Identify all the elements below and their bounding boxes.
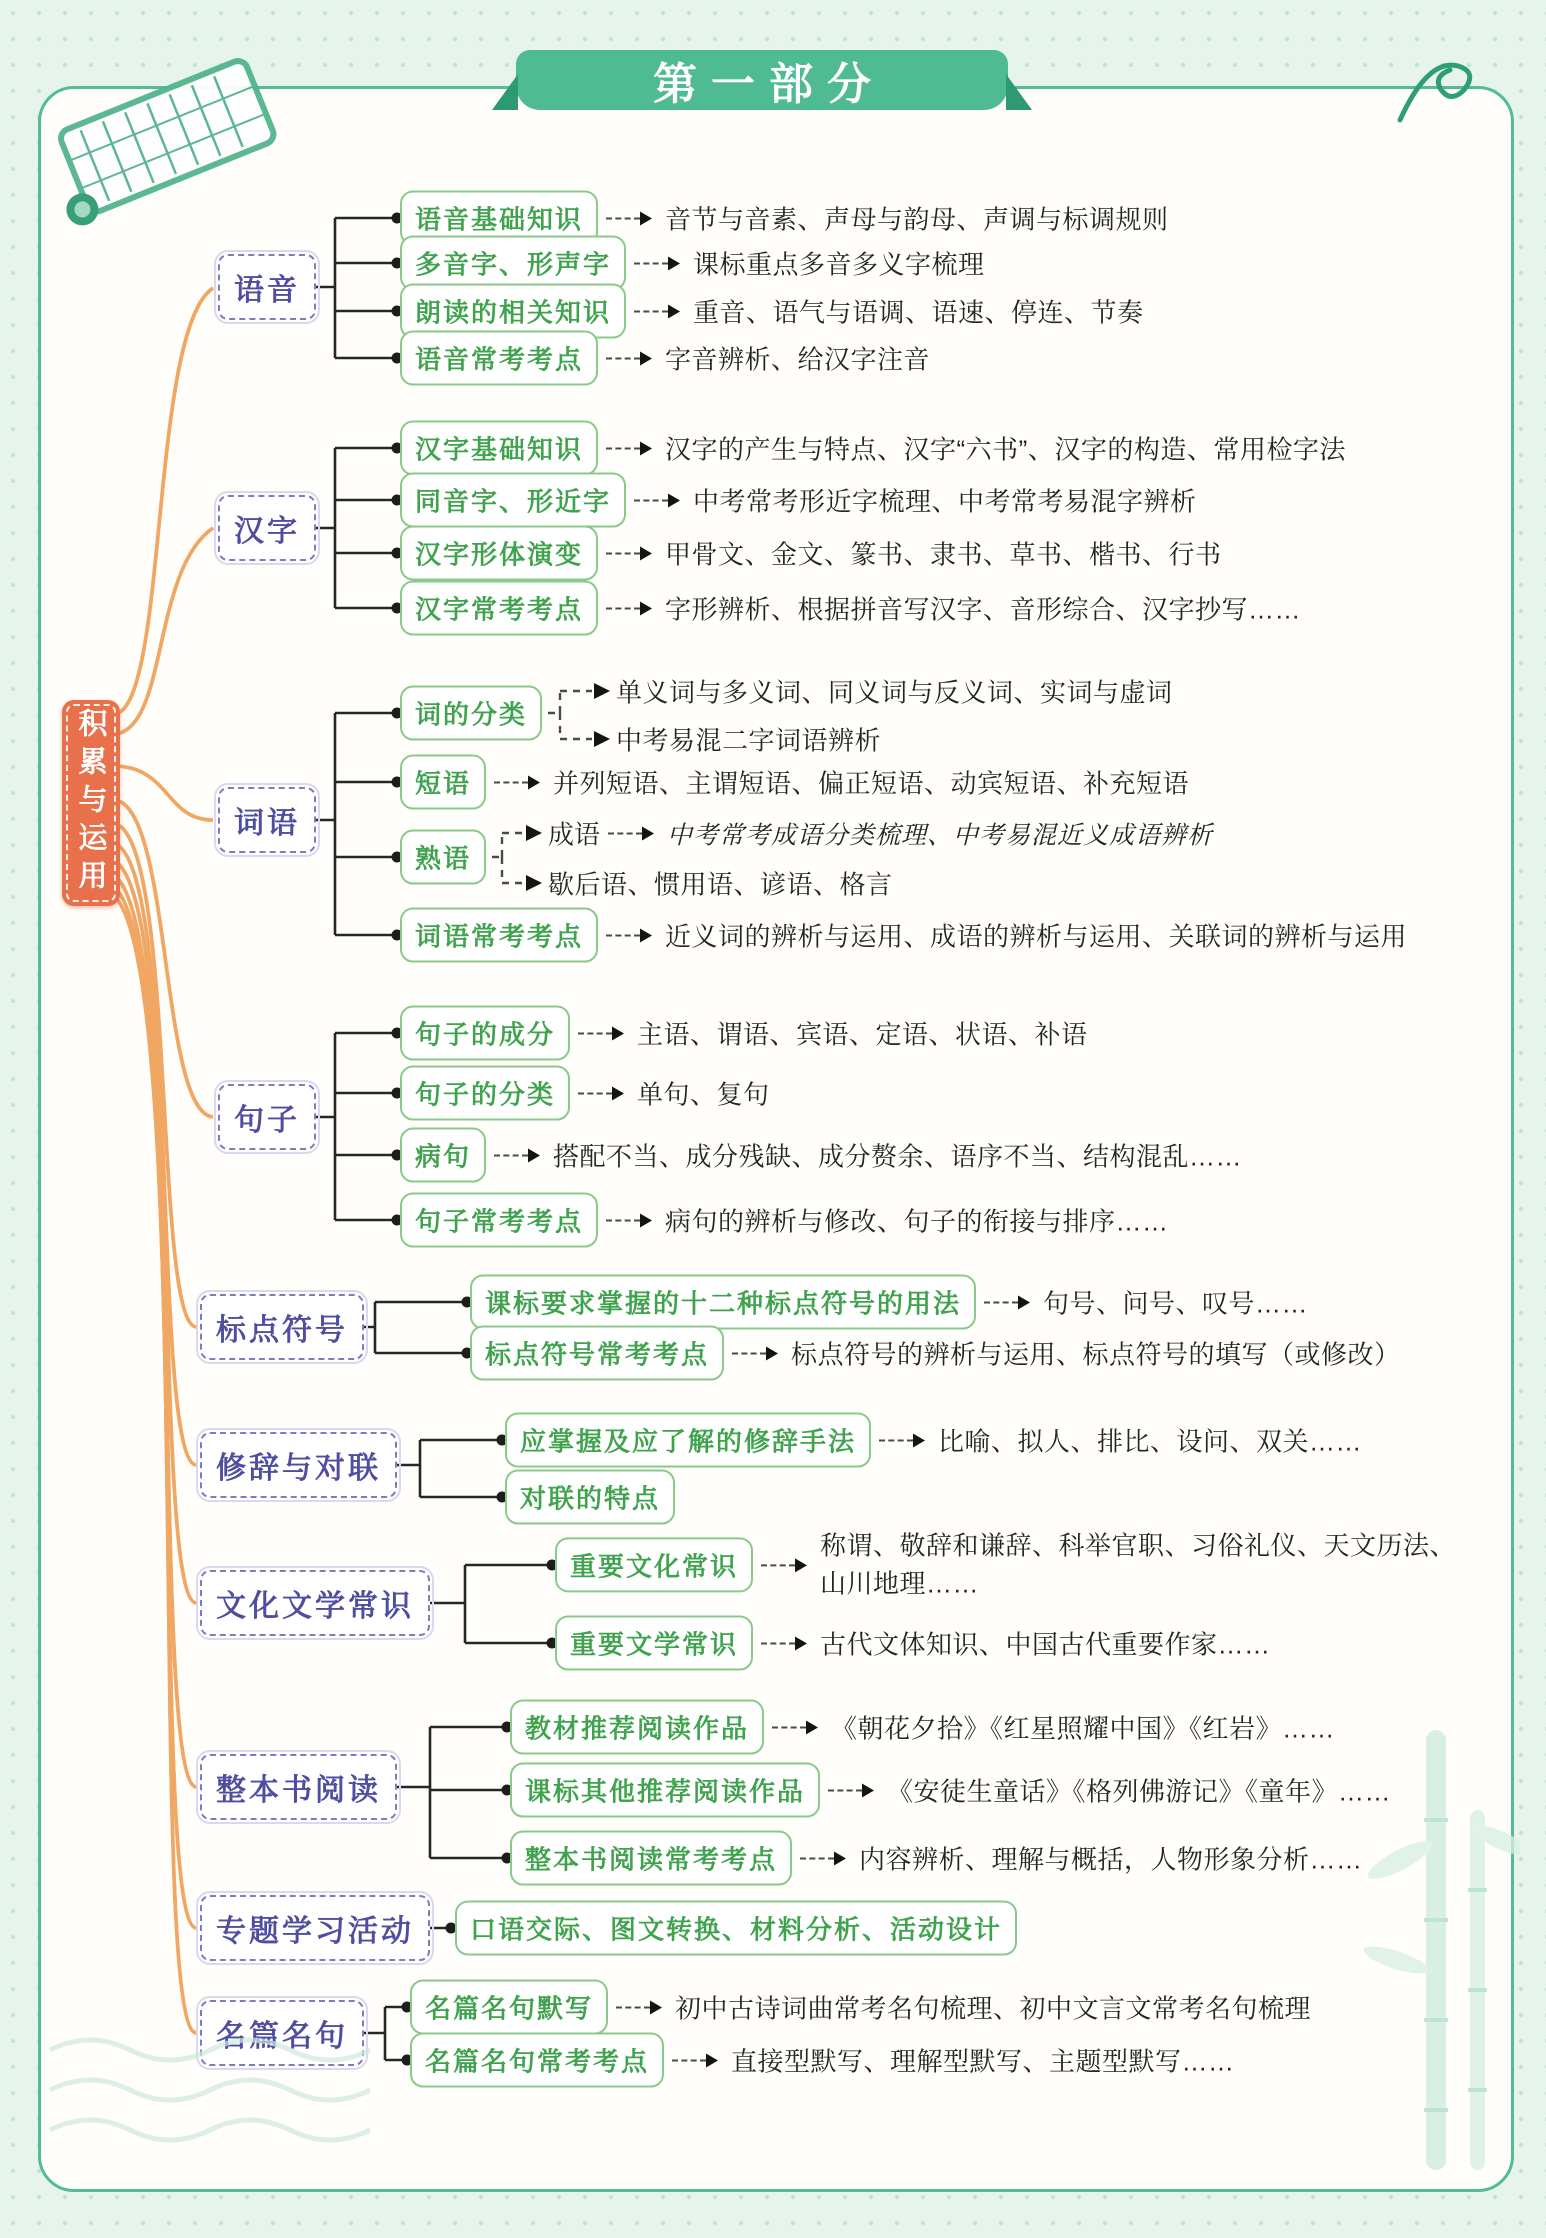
part-title: 第一部分 — [653, 60, 885, 109]
topic-node: 重要文化常识 — [555, 1538, 753, 1593]
root-node — [62, 700, 120, 906]
leaf-text: 句号、问号、叹号…… — [1043, 1288, 1309, 1319]
dashed-connector — [984, 1301, 1018, 1303]
mindmap-row — [400, 1066, 770, 1121]
leaf-text: 并列短语、主谓短语、偏正短语、动宾短语、补充短语 — [553, 768, 1190, 799]
arrowhead-icon — [640, 601, 659, 615]
mindmap-row — [505, 1413, 1362, 1468]
dashed-connector — [606, 447, 640, 449]
dashed-connector — [879, 1439, 913, 1441]
leaf-text: 字音辨析、给汉字注音 — [665, 344, 931, 375]
leaf-text: 重音、语气与语调、语速、停连、节奏 — [693, 297, 1144, 328]
branch-node-wenhua: 文化文学常识 — [200, 1570, 430, 1636]
dashed-connector — [634, 262, 668, 264]
topic-node: 同音字、形近字 — [400, 473, 626, 528]
mindmap-row — [400, 755, 1189, 810]
wave-illustration — [40, 1990, 400, 2160]
mindmap-row — [555, 1616, 1271, 1671]
topic-node: 熟语 — [400, 830, 486, 885]
mindmap-row — [400, 473, 1197, 528]
arrowhead-icon — [766, 1346, 785, 1360]
leaf-text: 中考易混二字词语辨析 — [616, 725, 882, 756]
topic-node: 词的分类 — [400, 686, 542, 741]
topic-node: 短语 — [400, 755, 486, 810]
arrowhead-icon — [642, 826, 661, 840]
mindmap-row — [455, 1901, 1017, 1956]
topic-node: 标点符号常考考点 — [470, 1326, 724, 1381]
dashed-connector — [672, 2059, 706, 2061]
branch-node-ciyu: 词语 — [218, 787, 316, 853]
leaf-text: 歇后语、惯用语、谚语、格言 — [548, 869, 893, 900]
dashed-connector — [761, 1642, 795, 1644]
branch-node-hanzi: 汉字 — [218, 495, 316, 561]
arrowhead-icon — [706, 2053, 725, 2067]
arrowhead-icon — [1018, 1295, 1037, 1309]
topic-node: 名篇名句默写 — [410, 1980, 608, 2035]
leaf-text: 单义词与多义词、同义词与反义词、实词与虚词 — [616, 677, 1173, 708]
dashed-connector — [606, 552, 640, 554]
dashed-connector — [634, 310, 668, 312]
arrowhead-icon — [795, 1558, 814, 1572]
arrowhead-icon — [612, 1026, 631, 1040]
mindmap-row — [510, 1763, 1391, 1818]
topic-node: 语音基础知识 — [400, 191, 598, 246]
arrowhead-icon — [834, 1851, 853, 1865]
leaf-text: 主语、谓语、宾语、定语、状语、补语 — [637, 1019, 1088, 1050]
leaf-text: 《安徒生童话》《格列佛游记》《童年》…… — [887, 1776, 1392, 1807]
topic-node: 应掌握及应了解的修辞手法 — [505, 1413, 871, 1468]
leaf-text: 《朝花夕拾》《红星照耀中国》《红岩》…… — [831, 1713, 1336, 1744]
dashed-connector — [828, 1789, 862, 1791]
dashed-connector — [578, 1032, 612, 1034]
topic-node: 汉字常考考点 — [400, 581, 598, 636]
arrowhead-icon — [668, 493, 687, 507]
leaf-text: 汉字的产生与特点、汉字“六书”、汉字的构造、常用检字法 — [665, 434, 1346, 465]
leaf-text: 比喻、拟人、排比、设问、双关…… — [938, 1426, 1363, 1457]
arrowhead-icon — [640, 351, 659, 365]
dashed-connector — [761, 1564, 795, 1566]
arrowhead-icon — [528, 1148, 547, 1162]
arrowhead-icon — [913, 1433, 932, 1447]
topic-node: 教材推荐阅读作品 — [510, 1700, 764, 1755]
dashed-connector — [494, 1154, 528, 1156]
mindmap-row — [400, 1193, 1169, 1248]
bamboo-illustration — [1330, 1720, 1520, 2180]
leaf-curl-icon — [1380, 40, 1490, 130]
leaf-text: 甲骨文、金文、篆书、隶书、草书、楷书、行书 — [665, 539, 1222, 570]
branch-node-biaodian: 标点符号 — [200, 1294, 364, 1360]
dashed-connector — [606, 217, 640, 219]
root-branch-curves — [116, 288, 213, 2033]
dashed-connector — [800, 1857, 834, 1859]
branch-node-juzi: 句子 — [218, 1084, 316, 1150]
dashed-connector — [608, 832, 642, 834]
branch-node-yuyin: 语音 — [218, 254, 316, 320]
dashed-connector — [494, 781, 528, 783]
mindmap-row — [410, 2033, 1235, 2088]
mindmap-row — [400, 1006, 1088, 1061]
leaf-text: 古代文体知识、中国古代重要作家…… — [820, 1629, 1271, 1660]
topic-node: 名篇名句常考考点 — [410, 2033, 664, 2088]
branch-node-zhuanti: 专题学习活动 — [200, 1895, 430, 1961]
mindmap-row — [400, 1128, 1242, 1183]
topic-node: 汉字形体演变 — [400, 526, 598, 581]
leaf-text: 搭配不当、成分残缺、成分赘余、语序不当、结构混乱…… — [553, 1141, 1243, 1172]
topic-node: 课标要求掌握的十二种标点符号的用法 — [470, 1275, 976, 1330]
topic-node: 句子常考考点 — [400, 1193, 598, 1248]
leaf-text: 字形辨析、根据拼音写汉字、音形综合、汉字抄写…… — [665, 594, 1302, 625]
leaf-text: 单句、复句 — [637, 1079, 770, 1110]
topic-node: 整本书阅读常考考点 — [510, 1831, 792, 1886]
topic-node: 句子的成分 — [400, 1006, 570, 1061]
leaf-row — [548, 865, 893, 902]
mindmap-row — [510, 1700, 1335, 1755]
arrowhead-icon — [528, 775, 547, 789]
leaf-text: 标点符号的辨析与运用、标点符号的填写（或修改） — [791, 1339, 1401, 1370]
leaf-text: 初中古诗词曲常考名句梳理、初中文言文常考名句梳理 — [675, 1993, 1312, 2024]
leaf-row — [616, 721, 881, 758]
leaf-text: 直接型默写、理解型默写、主题型默写…… — [731, 2046, 1235, 2077]
mindmap-row — [510, 1831, 1363, 1886]
leaf-text: 近义词的辨析与运用、成语的辨析与运用、关联词的辨析与运用 — [665, 921, 1408, 952]
leaf-text: 称谓、敬辞和谦辞、科举官职、习俗礼仪、天文历法、山川地理…… — [820, 1530, 1457, 1598]
mindmap-row — [470, 1275, 1308, 1330]
arrowhead-icon — [668, 304, 687, 318]
topic-node: 词语常考考点 — [400, 908, 598, 963]
mindmap-row — [400, 908, 1407, 963]
leaf-text: 病句的辨析与修改、句子的衔接与排序…… — [665, 1206, 1169, 1237]
sub-topic-label: 成语 — [548, 819, 601, 850]
dashed-connector — [634, 499, 668, 501]
mindmap-row — [400, 331, 930, 386]
mindmap-row — [410, 1980, 1311, 2035]
topic-node: 课标其他推荐阅读作品 — [510, 1763, 820, 1818]
dashed-connector — [606, 1219, 640, 1221]
scroll-illustration — [30, 55, 290, 255]
dashed-connector — [578, 1092, 612, 1094]
arrowhead-icon — [640, 441, 659, 455]
root-label: 积累与运用 — [74, 708, 107, 898]
topic-node: 朗读的相关知识 — [400, 284, 626, 339]
part-banner — [516, 50, 1008, 110]
topic-node: 句子的分类 — [400, 1066, 570, 1121]
mindmap-row — [400, 686, 542, 741]
dashed-connector — [732, 1352, 766, 1354]
topic-node: 汉字基础知识 — [400, 421, 598, 476]
arrowhead-icon — [806, 1720, 825, 1734]
mindmap-row — [505, 1470, 675, 1525]
branch-node-xiuci: 修辞与对联 — [200, 1432, 397, 1498]
topic-node: 病句 — [400, 1128, 486, 1183]
leaf-text: 中考常考形近字梳理、中考常考易混字辨析 — [693, 486, 1197, 517]
arrowhead-icon — [640, 928, 659, 942]
dashed-connector — [606, 934, 640, 936]
mindmap-row — [400, 526, 1222, 581]
topic-node: 语音常考考点 — [400, 331, 598, 386]
topic-node: 口语交际、图文转换、材料分析、活动设计 — [455, 1901, 1017, 1956]
dashed-connector — [616, 2006, 650, 2008]
topic-node: 重要文学常识 — [555, 1616, 753, 1671]
topic-node: 多音字、形声字 — [400, 236, 626, 291]
mindmap-row — [400, 421, 1346, 476]
dashed-connector — [772, 1726, 806, 1728]
arrowhead-icon — [640, 211, 659, 225]
leaf-text: 内容辨析、理解与概括，人物形象分析…… — [859, 1844, 1363, 1875]
mindmap-row — [400, 830, 486, 885]
arrowhead-icon — [650, 2000, 669, 2014]
leaf-text: 中考常考成语分类梳理、中考易混近义成语辨析 — [667, 821, 1214, 849]
leaf-text: 课标重点多音多义字梳理 — [693, 249, 985, 280]
branch-node-mingpian: 名篇名句 — [200, 2000, 364, 2066]
arrowhead-icon — [668, 256, 687, 270]
arrowhead-icon — [862, 1783, 881, 1797]
leaf-text: 音节与音素、声母与韵母、声调与标调规则 — [665, 204, 1169, 235]
leaf-row — [548, 815, 1213, 852]
arrowhead-icon — [795, 1636, 814, 1650]
branch-node-zhengbenshu: 整本书阅读 — [200, 1754, 397, 1820]
leaf-row — [616, 673, 1173, 710]
arrowhead-icon — [612, 1086, 631, 1100]
arrowhead-icon — [640, 546, 659, 560]
mindmap-row — [400, 236, 985, 291]
mindmap-row — [555, 1527, 1460, 1602]
mindmap-row — [400, 581, 1301, 636]
mindmap-row — [470, 1326, 1401, 1381]
dashed-connector — [606, 607, 640, 609]
dashed-connector — [606, 357, 640, 359]
topic-node: 对联的特点 — [505, 1470, 675, 1525]
arrowhead-icon — [640, 1213, 659, 1227]
